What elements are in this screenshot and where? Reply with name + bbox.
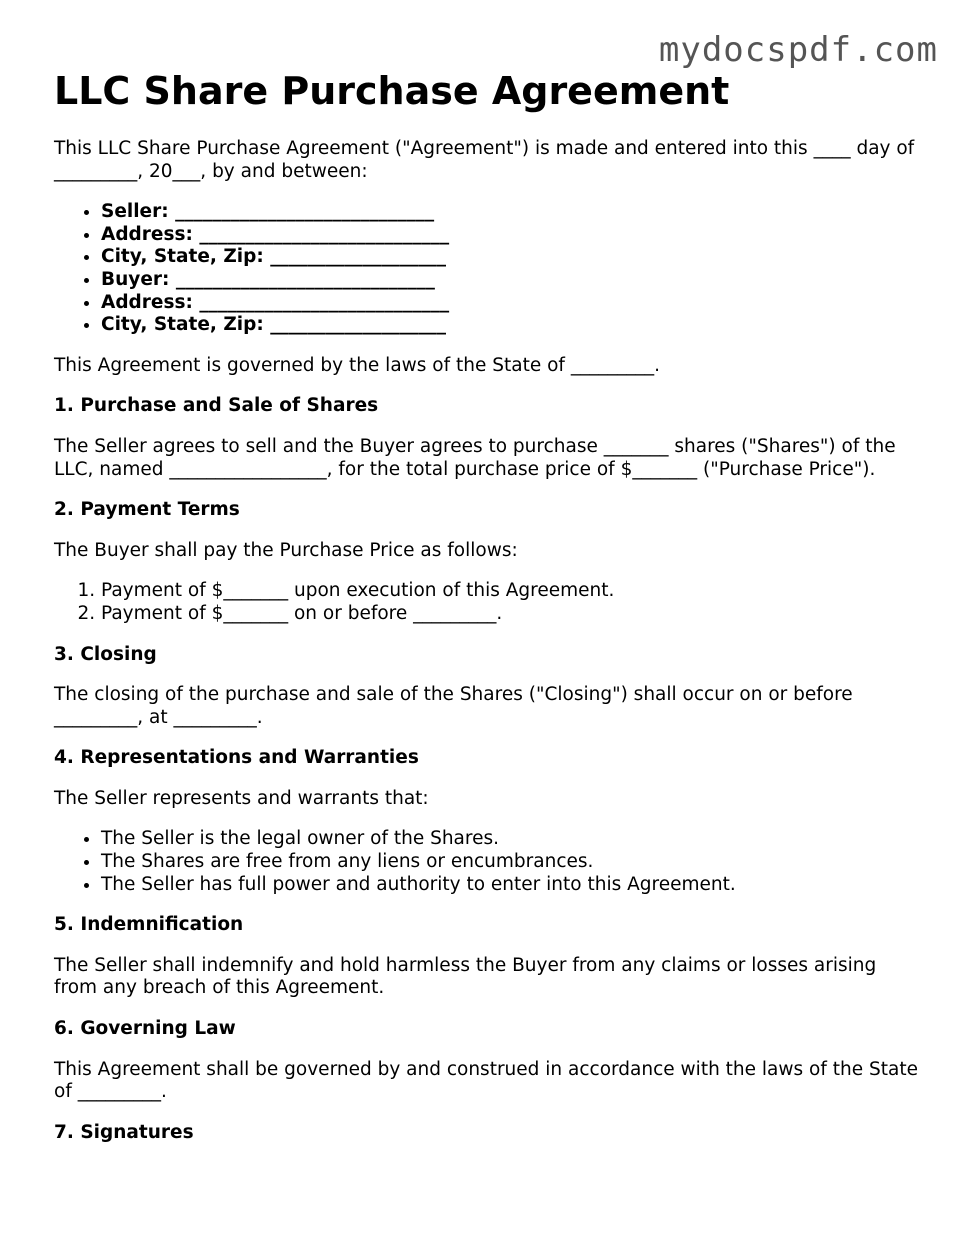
section-1-heading: 1. Purchase and Sale of Shares [54, 395, 379, 417]
section-3-text: The closing of the purchase and sale of the Shares ("Closing") shall occur on or before _________, at _________. [54, 684, 853, 728]
document-body [54, 68, 924, 1162]
section-4-text: The Seller represents and warrants that: [54, 787, 429, 809]
warranty-item: • The Shares are free from any liens or encumbrances. [101, 851, 924, 874]
section-5-text: The Seller shall indemnify and hold harmless the Buyer from any claims or losses arising from any breach of this Agreement. [54, 954, 877, 999]
warranties-list [54, 828, 924, 896]
governing-intro-paragraph: This Agreement is governed by the laws of the State of _________. [54, 354, 660, 376]
payment-term-item: 1. Payment of $_______ upon execution of this Agreement. [101, 580, 924, 603]
section-6-heading: 6. Governing Law [54, 1018, 236, 1040]
party-seller-city-state-zip: • City, State, Zip: ___________________ [101, 246, 924, 269]
section-6-text: This Agreement shall be governed by and construed in accordance with the laws of the State of _________. [54, 1058, 918, 1103]
party-buyer: • Buyer: ____________________________ [101, 269, 924, 292]
payment-term-item: 2. Payment of $_______ on or before _________. [101, 603, 924, 626]
party-buyer-address: • Address: ___________________________ [101, 292, 924, 315]
party-buyer-city-state-zip: • City, State, Zip: ___________________ [101, 314, 924, 337]
warranty-item: • The Seller is the legal owner of the Shares. [101, 828, 924, 851]
section-3-heading: 3. Closing [54, 643, 157, 665]
party-seller-address: • Address: ___________________________ [101, 224, 924, 247]
section-2-text: The Buyer shall pay the Purchase Price as follows: [54, 539, 518, 561]
section-5-heading: 5. Indemnification [54, 914, 244, 936]
party-seller: • Seller: ____________________________ [101, 201, 924, 224]
warranty-item: • The Seller has full power and authority to enter into this Agreement. [101, 874, 924, 897]
intro-paragraph: This LLC Share Purchase Agreement ("Agreement") is made and entered into this ____ day of _________, 20___, by and between: [54, 138, 915, 182]
section-4-heading: 4. Representations and Warranties [54, 747, 419, 769]
watermark: mydocspdf.com [658, 30, 938, 70]
document-title: LLC Share Purchase Agreement [54, 69, 730, 113]
section-1-text: The Seller agrees to sell and the Buyer agrees to purchase _______ shares ("Shares") of the LLC, named _________________, for the total purchase price of $_______ ("Purchase Price"). [54, 435, 896, 480]
section-7-heading: 7. Signatures [54, 1121, 194, 1143]
section-2-heading: 2. Payment Terms [54, 499, 240, 521]
payment-terms-list [54, 580, 924, 625]
parties-list [54, 201, 924, 337]
